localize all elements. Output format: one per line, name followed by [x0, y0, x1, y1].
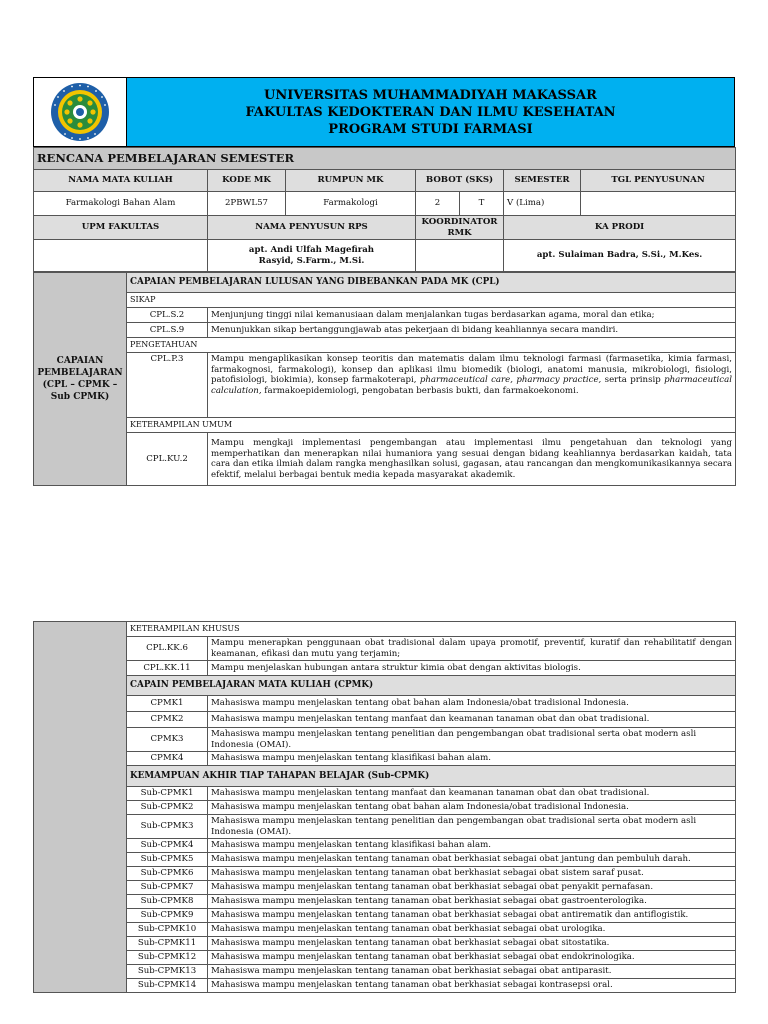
pengetahuan-label: PENGETAHUAN	[127, 338, 736, 353]
cpl-text: Mampu mengkaji implementasi pengembangan atau implementasi ilmu pengetahuan dan teknologi yang memperhatikan dan menerapkan nilai humaniora yang sesuai dengan bidang keahliannya berdasarkan kaidah, tata cara dan etika ilmiah dalam rangka menghasilkan solusi, gagasan, atau rancangan dan mengkomunikasikannya secara efektif, melalui berbagai bentuk media kepada masyarakat akademik.	[208, 433, 736, 486]
col-header-upm: UPM FAKULTAS	[34, 216, 208, 240]
course-type: T	[460, 192, 504, 216]
cpmk-code: CPMK1	[127, 696, 208, 712]
cpl-text: Menjunjung tinggi nilai kemanusiaan dalam menjalankan tugas berdasarkan agama, moral dan etika;	[208, 308, 736, 323]
subcpmk-text: Mahasiswa mampu menjelaskan tentang penelitian dan pengembangan obat tradisional serta obat modern asli Indonesia (OMAI).	[208, 815, 736, 839]
pengetahuan-text-a: Mampu mengaplikasikan konsep teoritis dan matematis dalam ilmu teknologi farmasi (farmasetika, kimia farmasi, farmakognosi, farmakologi), konsep dan aplikasi ilmu biomedik (biologi, anatomi manusia, mikrobiologi, fisiologi, patofisiologi, biokimia), konsep farmakoterapi,	[211, 354, 732, 385]
course-date	[581, 192, 736, 216]
upm-value	[34, 240, 208, 272]
subcpmk-code: Sub-CPMK9	[127, 909, 208, 923]
cpl-code: CPL.KU.2	[127, 433, 208, 486]
subcpmk-text: Mahasiswa mampu menjelaskan tentang tanaman obat berkhasiat sebagai kontrasepsi oral.	[208, 979, 736, 993]
course-info-table	[33, 147, 736, 272]
cpmk-code: CPMK2	[127, 712, 208, 728]
keterampilan-umum-label: KETERAMPILAN UMUM	[127, 418, 736, 433]
subcpmk-code: Sub-CPMK12	[127, 951, 208, 965]
keterampilan-khusus-label: KETERAMPILAN KHUSUS	[127, 622, 736, 637]
cpl-code: CPL.S.9	[127, 323, 208, 338]
subcpmk-code: Sub-CPMK10	[127, 923, 208, 937]
subcpmk-code: Sub-CPMK7	[127, 881, 208, 895]
author-name	[208, 240, 416, 272]
col-header-semester: SEMESTER	[504, 170, 581, 192]
cpl-code: CPL.KK.11	[127, 661, 208, 676]
learning-outcomes-table-continued	[33, 621, 736, 993]
cpl-code: CPL.S.2	[127, 308, 208, 323]
cpmk-code: CPMK4	[127, 752, 208, 766]
coordinator-value	[416, 240, 504, 272]
col-header-date: TGL PENYUSUNAN	[581, 170, 736, 192]
university-header	[33, 77, 735, 147]
subcpmk-code: Sub-CPMK6	[127, 867, 208, 881]
rps-page-2	[33, 621, 735, 993]
cpl-text	[208, 353, 736, 418]
subcpmk-text: Mahasiswa mampu menjelaskan tentang manfaat dan keamanan tanaman obat dan obat tradisional.	[208, 787, 736, 801]
learning-outcomes-label	[34, 273, 127, 486]
subcpmk-text: Mahasiswa mampu menjelaskan tentang tanaman obat berkhasiat sebagai obat endokrinologika.	[208, 951, 736, 965]
subcpmk-code: Sub-CPMK14	[127, 979, 208, 993]
col-header-course-group: RUMPUN MK	[286, 170, 416, 192]
col-header-author: NAMA PENYUSUN RPS	[208, 216, 416, 240]
subcpmk-text: Mahasiswa mampu menjelaskan tentang obat bahan alam Indonesia/obat tradisional Indonesia.	[208, 801, 736, 815]
course-name: Farmakologi Bahan Alam	[34, 192, 208, 216]
subcpmk-text: Mahasiswa mampu menjelaskan tentang tanaman obat berkhasiat sebagai obat sitostatika.	[208, 937, 736, 951]
course-code: 2PBWL57	[208, 192, 286, 216]
subcpmk-code: Sub-CPMK13	[127, 965, 208, 979]
subcpmk-title: KEMAMPUAN AKHIR TIAP TAHAPAN BELAJAR (Sub-CPMK)	[127, 766, 736, 787]
subcpmk-text: Mahasiswa mampu menjelaskan tentang tanaman obat berkhasiat sebagai obat antirematik dan antiflogistik.	[208, 909, 736, 923]
cpmk-text: Mahasiswa mampu menjelaskan tentang penelitian dan pengembangan obat tradisional serta obat modern asli Indonesia (OMAI).	[208, 728, 736, 752]
cpl-code: CPL.P.3	[127, 353, 208, 418]
pengetahuan-text-b: serta prinsip	[601, 375, 665, 385]
cpmk-code: CPMK3	[127, 728, 208, 752]
header-title	[127, 78, 734, 146]
cpmk-text: Mahasiswa mampu menjelaskan tentang obat bahan alam Indonesia/obat tradisional Indonesia.	[208, 696, 736, 712]
head-name: apt. Sulaiman Badra, S.Si., M.Kes.	[504, 240, 736, 272]
subcpmk-text: Mahasiswa mampu menjelaskan tentang tanaman obat berkhasiat sebagai obat urologika.	[208, 923, 736, 937]
faculty-name: FAKULTAS KEDOKTERAN DAN ILMU KESEHATAN	[245, 104, 616, 120]
course-sks: 2	[416, 192, 460, 216]
course-group: Farmakologi	[286, 192, 416, 216]
subcpmk-text: Mahasiswa mampu menjelaskan tentang klasifikasi bahan alam.	[208, 839, 736, 853]
subcpmk-text: Mahasiswa mampu menjelaskan tentang tanaman obat berkhasiat sebagai obat penyakit pernafasan.	[208, 881, 736, 895]
subcpmk-code: Sub-CPMK8	[127, 895, 208, 909]
subcpmk-code: Sub-CPMK11	[127, 937, 208, 951]
cpl-title: CAPAIAN PEMBELAJARAN LULUSAN YANG DIBEBANKAN PADA MK (CPL)	[127, 273, 736, 293]
cpl-text: Mampu menjelaskan hubungan antara struktur kimia obat dengan aktivitas biologis.	[208, 661, 736, 676]
subcpmk-text: Mahasiswa mampu menjelaskan tentang tanaman obat berkhasiat sebagai obat jantung dan pembuluh darah.	[208, 853, 736, 867]
col-header-course-name: NAMA MATA KULIAH	[34, 170, 208, 192]
university-seal-icon	[41, 81, 119, 143]
program-name: PROGRAM STUDI FARMASI	[328, 121, 533, 137]
col-header-head: KA PRODI	[504, 216, 736, 240]
rps-title: RENCANA PEMBELAJARAN SEMESTER	[34, 148, 736, 170]
cp-label-line2: PEMBELAJARAN	[37, 368, 123, 378]
subcpmk-code: Sub-CPMK2	[127, 801, 208, 815]
cpmk-text: Mahasiswa mampu menjelaskan tentang klasifikasi bahan alam.	[208, 752, 736, 766]
cpmk-title: CAPAIN PEMBELAJARAN MATA KULIAH (CPMK)	[127, 676, 736, 696]
pengetahuan-em-b: pharmaceutical calculation,	[211, 375, 732, 396]
university-logo	[34, 78, 127, 146]
cpl-code: CPL.KK.6	[127, 637, 208, 661]
author-name-line2: Rasyid, S.Farm., M.Si.	[258, 255, 365, 266]
col-header-coordinator: KOORDINATOR RMK	[416, 216, 504, 240]
col-header-course-code: KODE MK	[208, 170, 286, 192]
author-name-line1: apt. Andi Ulfah Magefirah	[248, 245, 375, 255]
col-header-credits: BOBOT (SKS)	[416, 170, 504, 192]
subcpmk-code: Sub-CPMK4	[127, 839, 208, 853]
cp-label-line4: Sub CPMK)	[50, 392, 110, 402]
cpmk-text: Mahasiswa mampu menjelaskan tentang manfaat dan keamanan tanaman obat dan obat tradisional.	[208, 712, 736, 728]
pengetahuan-text-c: farmakoepidemiologi, pengobatan berbasis bukti, dan farmakoekonomi.	[261, 385, 579, 396]
subcpmk-text: Mahasiswa mampu menjelaskan tentang tanaman obat berkhasiat sebagai obat antiparasit.	[208, 965, 736, 979]
sikap-label: SIKAP	[127, 293, 736, 308]
subcpmk-code: Sub-CPMK3	[127, 815, 208, 839]
course-semester: V (Lima)	[504, 192, 581, 216]
pengetahuan-em-a: pharmaceutical care, pharmacy practice,	[419, 375, 602, 385]
cpl-text: Menunjukkan sikap bertanggungjawab atas pekerjaan di bidang keahliannya secara mandiri.	[208, 323, 736, 338]
subcpmk-text: Mahasiswa mampu menjelaskan tentang tanaman obat berkhasiat sebagai obat sistem saraf pusat.	[208, 867, 736, 881]
learning-outcomes-table	[33, 272, 736, 486]
subcpmk-text: Mahasiswa mampu menjelaskan tentang tanaman obat berkhasiat sebagai obat gastroenterologika.	[208, 895, 736, 909]
cpl-text: Mampu menerapkan penggunaan obat tradisional dalam upaya promotif, preventif, kuratif dan rehabilitatif dengan keamanan, efikasi dan mutu yang terjamin;	[208, 637, 736, 661]
subcpmk-code: Sub-CPMK5	[127, 853, 208, 867]
university-name: UNIVERSITAS MUHAMMADIYAH MAKASSAR	[264, 87, 597, 103]
rps-page-1	[33, 77, 735, 486]
cp-label-line1: CAPAIAN	[56, 356, 104, 366]
learning-outcomes-label-continued	[34, 622, 127, 993]
cp-label-line3: (CPL – CPMK –	[42, 380, 118, 390]
subcpmk-code: Sub-CPMK1	[127, 787, 208, 801]
